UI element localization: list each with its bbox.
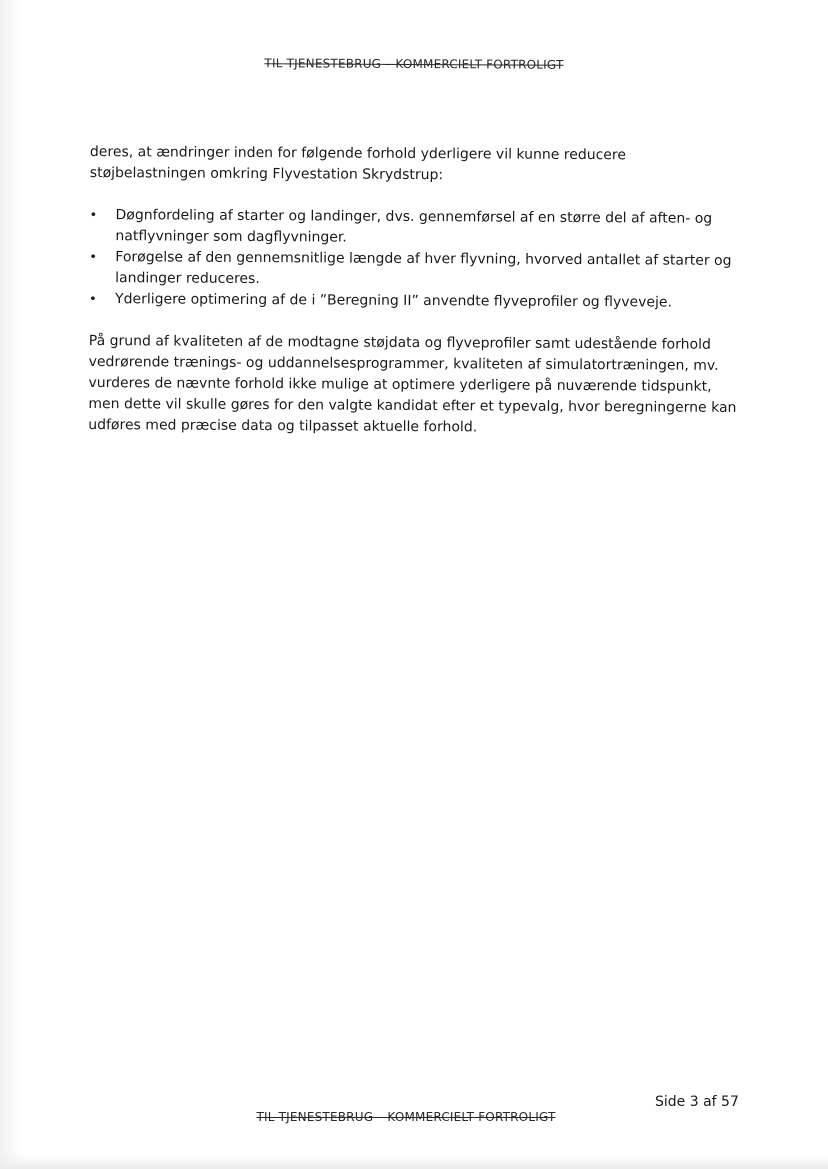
- footer-classification: TIL TJENESTEBRUG – KOMMERCIELT FORTROLIGT: [256, 1110, 556, 1124]
- bullet-list: [89, 205, 740, 314]
- list-item: [89, 289, 739, 314]
- bullet-icon: •: [89, 249, 98, 266]
- scan-bottom-shadow: [0, 1155, 828, 1169]
- document-body: [88, 142, 740, 440]
- list-item: [89, 247, 739, 293]
- closing-paragraph: På grund af kvaliteten af de modtagne støjdata og flyveprofiler samt udestående forhold vedrørende trænings- og uddannelsesprogrammer, kvaliteten af simulatortræningen, mv. vurderes de nævnte forhold ikke mulige at optimere yderligere på nuværende tidspunkt, men dette vil skulle gøres for den valgte kandidat efter et typevalg, hvor beregningerne kan udføres med præcise data og tilpasset aktuelle forhold.: [88, 332, 737, 436]
- scan-edge-shadow: [0, 0, 22, 1169]
- page-number: Side 3 af 57: [655, 1094, 739, 1110]
- intro-paragraph: deres, at ændringer inden for følgende forhold yderligere vil kunne reducere støjbelastningen omkring Flyvestation Skrydstrup:: [89, 143, 627, 184]
- bullet-icon: •: [89, 207, 98, 224]
- bullet-text: Forøgelse af den gennemsnitlige længde af hver flyvning, hvorved antallet af starter og landinger reduceres.: [115, 249, 732, 288]
- list-item: [89, 205, 739, 251]
- bullet-text: Yderligere optimering af de i ”Beregning II” anvendte flyveprofiler og flyveveje.: [114, 291, 673, 311]
- bullet-text: Døgnfordeling af starter og landinger, dvs. gennemførsel af en større del af aften- og natflyvninger som dagflyvninger.: [115, 207, 713, 246]
- bullet-icon: •: [88, 291, 97, 308]
- header-classification: TIL TJENESTEBRUG – KOMMERCIELT FORTROLIGT: [264, 56, 564, 72]
